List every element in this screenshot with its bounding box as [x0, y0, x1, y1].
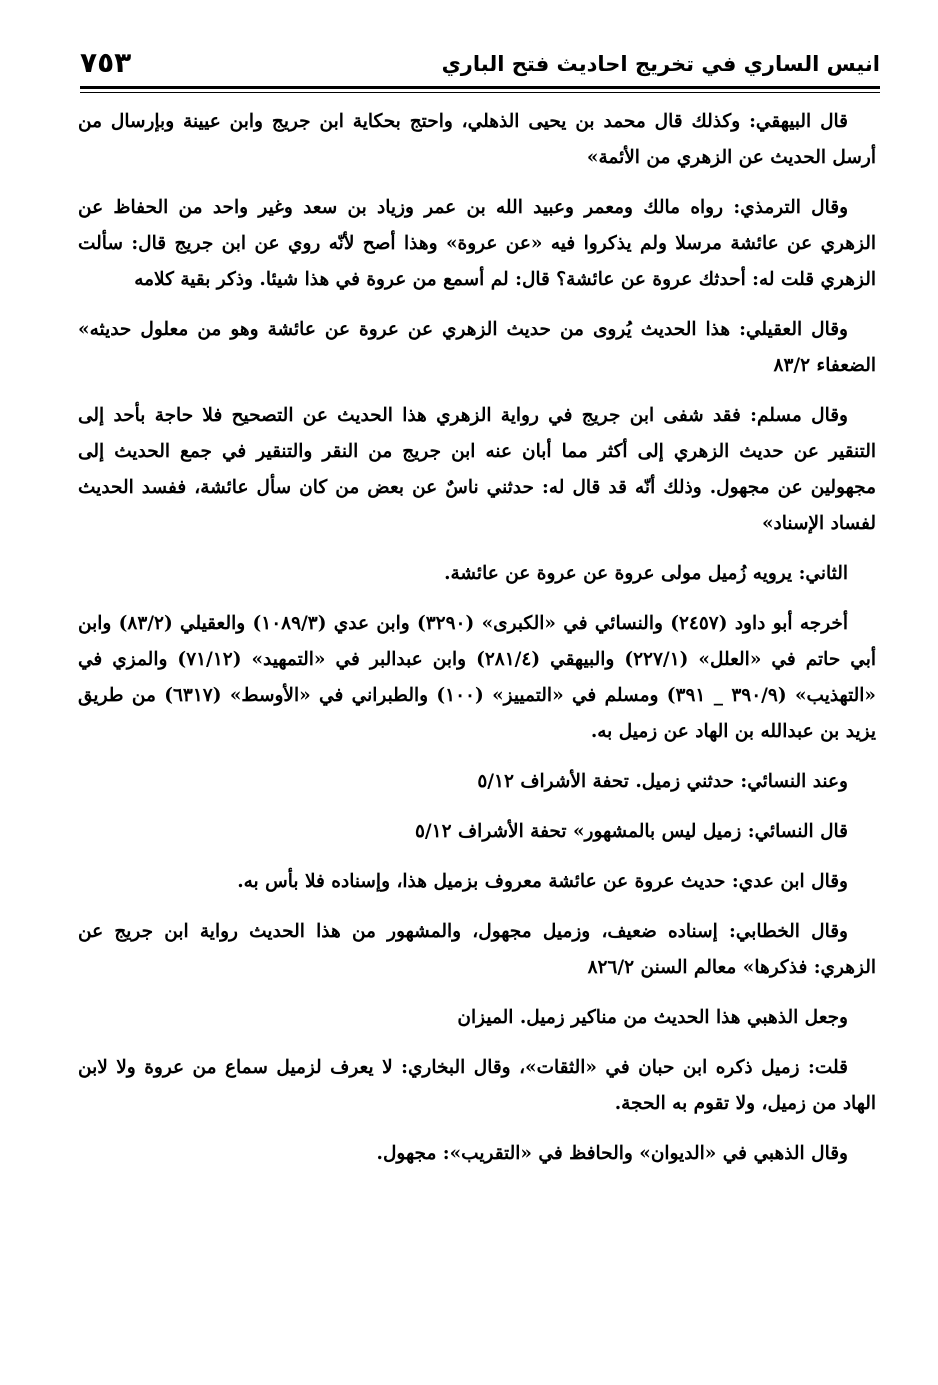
paragraph-dhahabi-mizan: [78, 1000, 876, 1036]
paragraph-uqayli: [78, 312, 876, 384]
paragraph-bayhaqi: [78, 104, 876, 176]
header-rule-thick: [80, 86, 880, 89]
paragraph-text: يرويه زُميل مولى عروة عن عروة عن عائشة.: [444, 563, 799, 584]
book-title: انيس الساري في تخريج احاديث فتح الباري: [441, 52, 880, 76]
header-rule-thin: [80, 92, 880, 93]
paragraph-muslim: [78, 398, 876, 542]
paragraph-text: قلت: زميل ذكره ابن حبان في «الثقات»، وقال البخاري: لا يعرف لزميل سماع من عروة ولا لابن الهاد من زميل، ولا تقوم به الحجة.: [78, 1057, 876, 1114]
paragraph-ibn-adi: [78, 864, 876, 900]
paragraph-khattabi: [78, 914, 876, 986]
paragraph-tirmidhi: [78, 190, 876, 298]
paragraph-dhahabi-diwan: [78, 1136, 876, 1172]
paragraph-text: قال البيهقي: وكذلك قال محمد بن يحيى الذهلي، واحتج بحكاية ابن جريج وابن عيينة وبإرسال من أرسل الحديث عن الزهري من الأئمة»: [78, 111, 876, 168]
paragraph-text: وقال مسلم: فقد شفى ابن جريج في رواية الزهري هذا الحديث عن التصحيح فلا حاجة بأحد إلى التنقير عن حديث الزهري إلى أكثر مما أبان عنه ابن جريج من النقر والتنقير في جمع الحديث إلى مجهولين عن مجهول. وذلك أنّه قد قال له: حدثني ناسٌ عن بعض من كان سأل عائشة، ففسد الحديث لفساد الإسناد»: [78, 405, 876, 534]
paragraph-text: وقال الذهبي في «الديوان» والحافظ في «التقريب»: مجهول.: [376, 1143, 848, 1164]
paragraph-text: وقال ابن عدي: حديث عروة عن عائشة معروف بزميل هذا، وإسناده فلا بأس به.: [237, 871, 848, 892]
paragraph-text: وقال الخطابي: إسناده ضعيف، وزميل مجهول، والمشهور من هذا الحديث رواية ابن جريج عن الزهري: فذكرها» معالم السنن ٨٢٦/٢: [78, 921, 876, 978]
paragraph-lead: الثاني:: [798, 563, 848, 584]
paragraph-text: قال النسائي: زميل ليس بالمشهور» تحفة الأشراف ٥/١٢: [414, 821, 848, 842]
paragraph-text: وقال العقيلي: هذا الحديث يُروى من حديث الزهري عن عروة عن عائشة وهو من معلول حديثه» الضعفاء ٨٣/٢: [78, 319, 876, 376]
paragraph-text: وعند النسائي: حدثني زميل. تحفة الأشراف ٥/١٢: [477, 771, 848, 792]
page-body: [78, 104, 876, 1186]
page-header: [80, 38, 880, 88]
paragraph-text: وجعل الذهبي هذا الحديث من مناكير زميل. الميزان: [457, 1007, 848, 1028]
paragraph-qultu: [78, 1050, 876, 1122]
paragraph-takhrij: [78, 606, 876, 750]
paragraph-nasai-2: [78, 814, 876, 850]
page-number: ٧٥٣: [80, 46, 132, 79]
paragraph-text: أخرجه أبو داود (٢٤٥٧) والنسائي في «الكبرى» (٣٢٩٠) وابن عدي (١٠٨٩/٣) والعقيلي (٨٣/٢) وابن أبي حاتم في «العلل» (٢٢٧/١) والبيهقي (٢٨١/٤) وابن عبدالبر في «التمهيد» (٧١/١٢) والمزي في «التهذيب» (٣٩٠/٩ _ ٣٩١) ومسلم في «التمييز» (١٠٠) والطبراني في «الأوسط» (٦٣١٧) من طريق يزيد بن عبدالله بن الهاد عن زميل به.: [78, 613, 876, 742]
paragraph-text: وقال الترمذي: رواه مالك ومعمر وعبيد الله بن عمر وزياد بن سعد وغير واحد من الحفاظ عن الزهري عن عائشة مرسلا ولم يذكروا فيه «عن عروة» وهذا أصح لأنّه روي عن ابن جريج قال: سألت الزهري قلت له: أحدثك عروة عن عائشة؟ قال: لم أسمع من عروة في هذا شيئا. وذكر بقية كلامه: [78, 197, 876, 290]
paragraph-second: [78, 556, 876, 592]
paragraph-nasai-1: [78, 764, 876, 800]
